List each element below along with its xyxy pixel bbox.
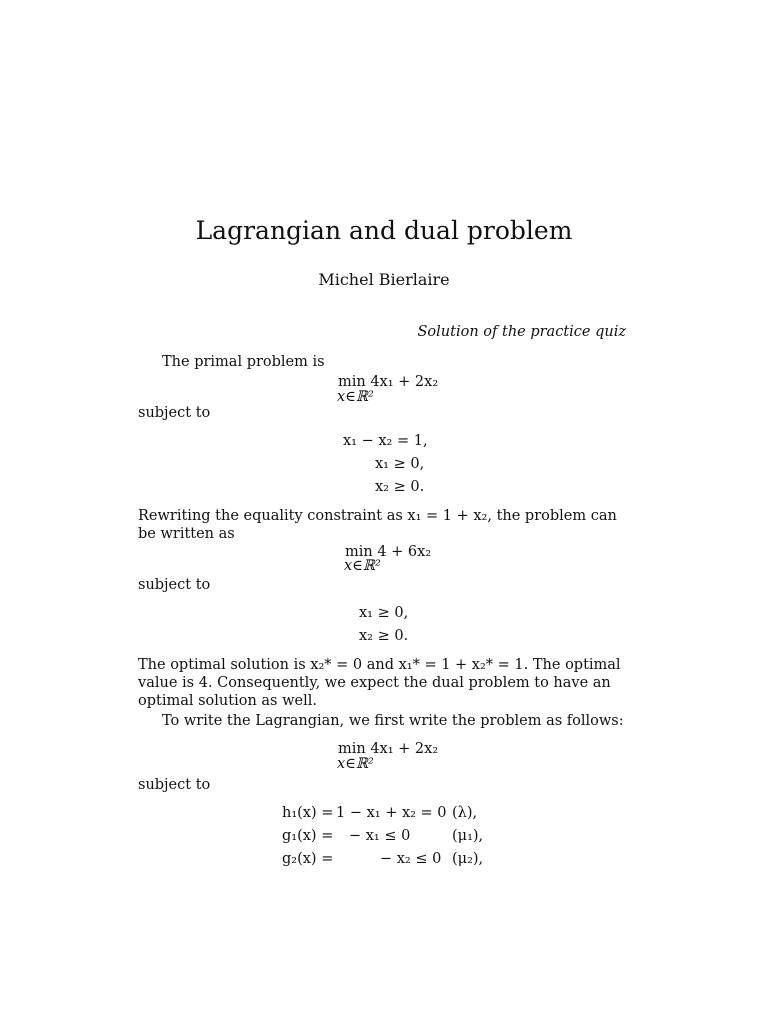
g1-lhs: g₁(x) = [282, 828, 334, 844]
constraint-5: x₂ ≥ 0. [359, 628, 409, 644]
h1-rhs: 1 − x₁ + x₂ = 0 [336, 805, 447, 821]
author: Michel Bierlaire [318, 270, 450, 289]
objective-3-subscript: x∈ℝ² [337, 756, 374, 772]
g2-multiplier: (μ₂), [452, 851, 484, 867]
paragraph-rewrite: Rewriting the equality constraint as x₁ = 1 + x₂, the problem can be written as [138, 508, 617, 542]
g2-lhs: g₂(x) = [282, 851, 334, 867]
subject-to-1: subject to [138, 405, 211, 421]
objective-2-subscript: x∈ℝ² [344, 558, 381, 574]
g2-rhs: − x₂ ≤ 0 [380, 851, 442, 867]
paragraph-optimal: The optimal solution is x₂* = 0 and x₁* = 1 + x₂* = 1. The optimal value is 4. Consequently, we expect the dual problem to have an optimal solution as well. [138, 657, 621, 709]
page-title: Lagrangian and dual problem [195, 216, 573, 245]
objective-1-subscript: x∈ℝ² [337, 389, 374, 405]
h1-lhs: h₁(x) = [282, 805, 334, 821]
constraint-3: x₂ ≥ 0. [375, 479, 425, 495]
h1-multiplier: (λ), [452, 805, 478, 821]
constraint-2: x₁ ≥ 0, [375, 456, 425, 472]
paragraph-primal: The primal problem is [162, 354, 325, 370]
subtitle: Solution of the practice quiz [417, 324, 626, 340]
objective-2: min 4 + 6x₂ [345, 544, 432, 560]
constraint-1: x₁ − x₂ = 1, [343, 433, 428, 449]
constraint-4: x₁ ≥ 0, [359, 605, 409, 621]
g1-rhs: − x₁ ≤ 0 [349, 828, 411, 844]
subject-to-3: subject to [138, 777, 211, 793]
paragraph-lagrangian-intro: To write the Lagrangian, we first write the problem as follows: [162, 713, 624, 729]
g1-multiplier: (μ₁), [452, 828, 484, 844]
subject-to-2: subject to [138, 577, 211, 593]
objective-3: min 4x₁ + 2x₂ [338, 741, 439, 757]
objective-1: min 4x₁ + 2x₂ [338, 374, 439, 390]
